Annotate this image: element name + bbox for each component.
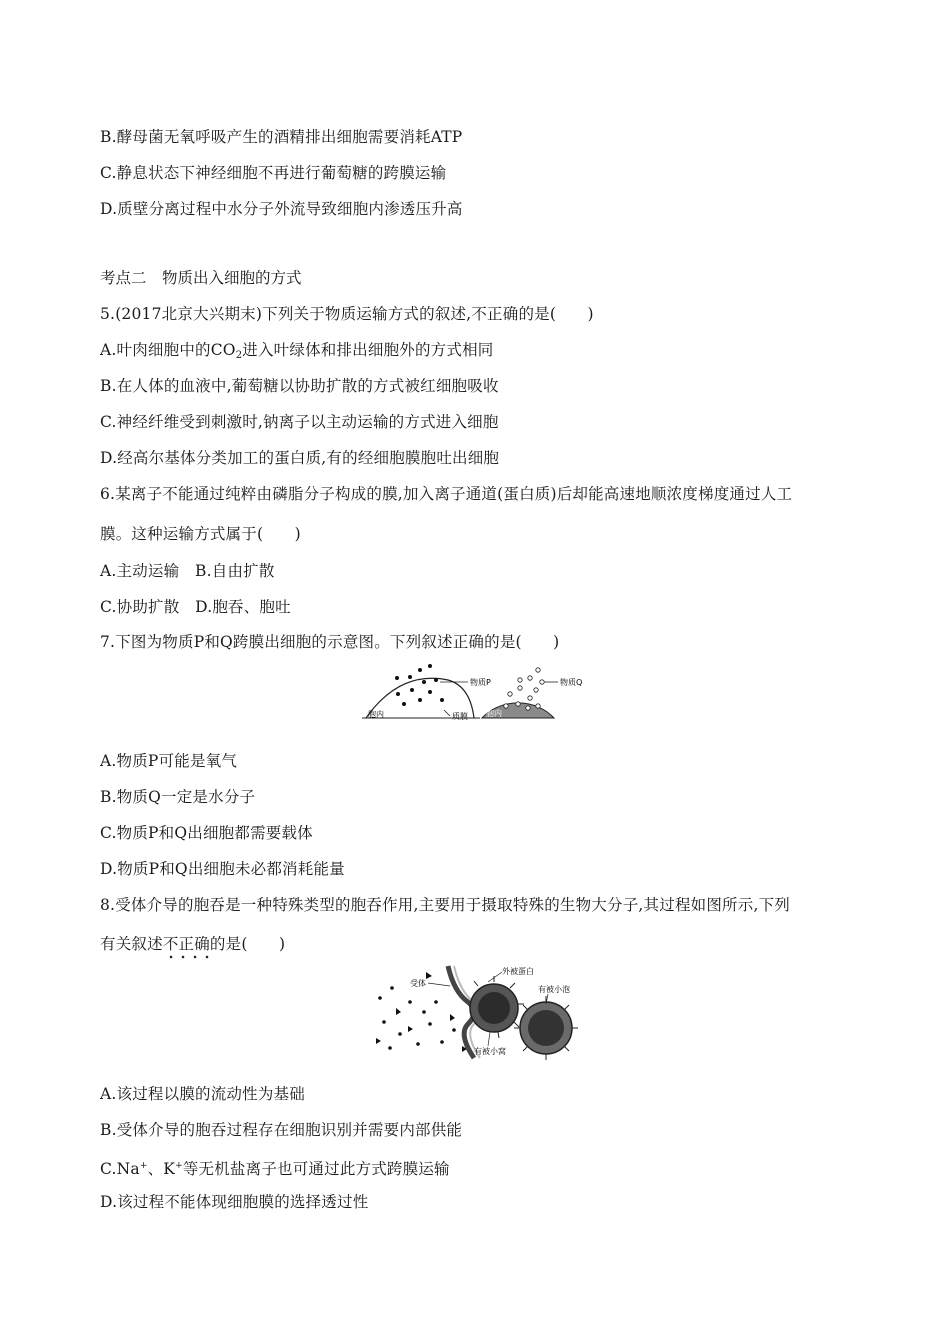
q7-option-c: C.物质P和Q出细胞都需要载体 [100,824,313,842]
q5-stem: 5.(2017北京大兴期末)下列关于物质运输方式的叙述,不正确的是( ) [100,305,594,323]
q8-option-c-post: 等无机盐离子也可通过此方式跨膜运输 [182,1160,450,1178]
q7-stem: 7.下图为物质P和Q跨膜出细胞的示意图。下列叙述正确的是( ) [100,633,560,651]
q5-option-a-pre: A.叶肉细胞中的CO [100,341,236,359]
q7-option-d: D.物质P和Q出细胞未必都消耗能量 [100,860,345,878]
prev-option-d: D.质壁分离过程中水分子外流导致细胞内渗透压升高 [100,200,463,218]
q7-pointer-membrane [444,710,450,716]
q5-option-a [100,340,493,366]
q5-option-a-sub: 2 [235,350,243,361]
q5-option-a-post: 进入叶绿体和排出细胞外的方式相同 [242,341,494,359]
q8-endocytosis-figure [370,962,590,1062]
q7-label-inside-right: 胞内 [486,709,502,718]
q8-label-coated-vesicle: 有被小泡 [538,985,570,994]
q6-stem-line1: 6.某离子不能通过纯粹由磷脂分子构成的膜,加入离子通道(蛋白质)后却能高速地顺浓度梯度通过人工 [100,485,793,503]
q7-label-q: 物质Q [560,678,583,687]
q8-option-a: A.该过程以膜的流动性为基础 [100,1085,305,1103]
q8-stem-line2-pre: 有关叙述 [100,935,163,953]
q8-pointer-coat [488,972,502,982]
q7-option-b: B.物质Q一定是水分子 [100,788,256,806]
q5-option-d: D.经高尔基体分类加工的蛋白质,有的经细胞膜胞吐出细胞 [100,449,500,467]
q6-stem-line2: 膜。这种运输方式属于( ) [100,525,301,543]
q8-label-coat-protein: 外被蛋白 [502,967,534,976]
q7-label-membrane: 质膜 [452,712,468,721]
section-heading: 考点二 物质出入细胞的方式 [100,269,302,287]
q8-pointer-receptor [428,983,450,986]
prev-option-b: B.酵母菌无氧呼吸产生的酒精排出细胞需要消耗ATP [100,128,463,146]
prev-option-c: C.静息状态下神经细胞不再进行葡萄糖的跨膜运输 [100,164,447,182]
q7-option-a: A.物质P可能是氧气 [100,752,238,770]
q5-option-c: C.神经纤维受到刺激时,钠离子以主动运输的方式进入细胞 [100,413,499,431]
q8-option-d: D.该过程不能体现细胞膜的选择透过性 [100,1193,369,1211]
q8-option-c-mid: 、K [147,1160,176,1178]
q8-label-coated-pit: 有被小窝 [474,1047,506,1056]
q8-option-c-sup1: + [139,1161,148,1171]
q5-option-b: B.在人体的血液中,葡萄糖以协助扩散的方式被红细胞吸收 [100,377,499,395]
q8-stem-line2-post: 的是( ) [209,935,286,953]
q8-option-b: B.受体介导的胞吞过程存在细胞识别并需要内部供能 [100,1121,463,1139]
q8-option-c-pre: C.Na [100,1160,140,1178]
q8-stem-emphasis: 不正确 [162,935,210,953]
q8-coated-pit-inner [478,992,510,1024]
q6-options-row1: A.主动运输 B.自由扩散 [100,562,275,580]
q7-label-inside-left: 胞内 [368,710,384,719]
q7-label-p: 物质P [470,678,491,687]
q8-stem-line1: 8.受体介导的胞吞是一种特殊类型的胞吞作用,主要用于摄取特殊的生物大分子,其过程如图所示,下列 [100,896,790,914]
q8-coated-vesicle-inner [528,1010,564,1046]
q8-option-c-sup2: + [175,1161,183,1171]
q8-stem-line2 [100,934,285,954]
q6-options-row2: C.协助扩散 D.胞吞、胞吐 [100,598,291,616]
q8-pointer-pit [488,1032,490,1046]
q7-membrane-figure [360,660,600,724]
q8-label-receptor: 受体 [410,979,426,988]
q8-option-c [100,1156,450,1179]
